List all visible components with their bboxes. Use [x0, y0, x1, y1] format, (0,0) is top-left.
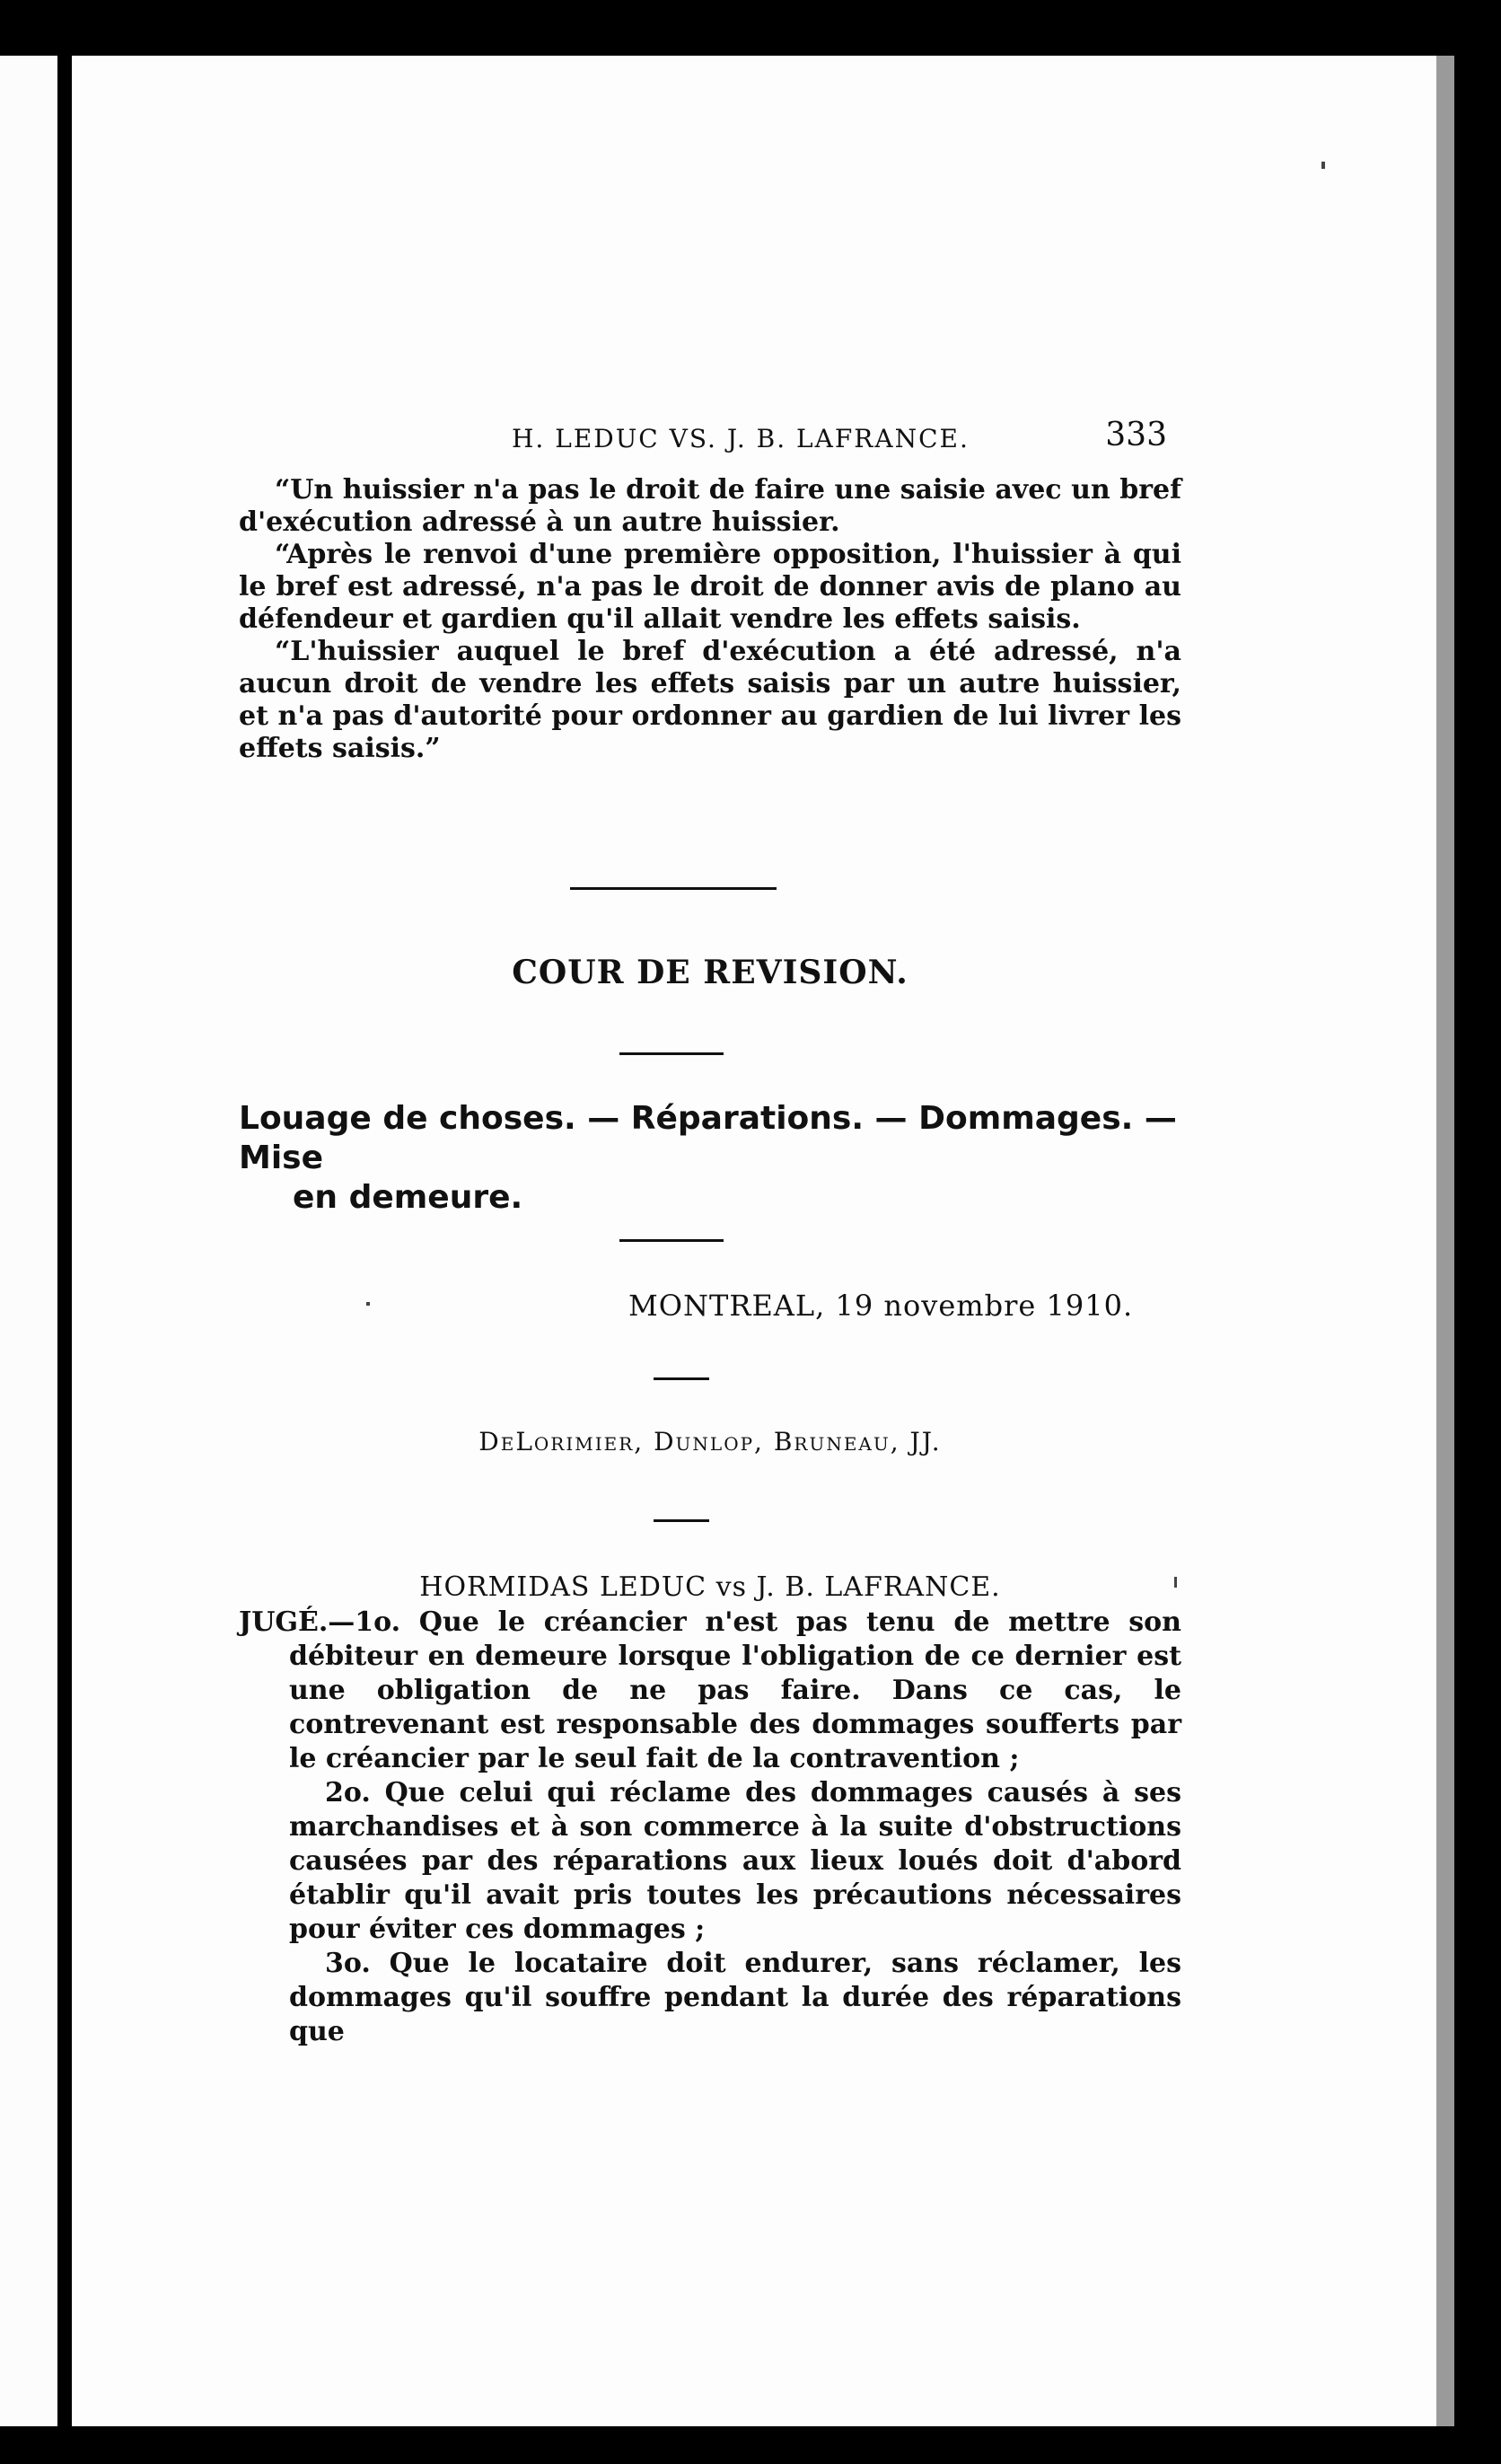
opening-paragraphs: [239, 474, 1181, 765]
paragraph: “L'huissier auquel le bref d'exécution a été adressé, n'a aucun droit de vendre les effets saisis par un autre huissier, et n'a pas d'autorité pour ordonner au gardien de lui livrer les effets saisis.”: [239, 636, 1181, 764]
holding-item-2: 2o. Que celui qui réclame des dommages causés à ses marchandises et à son commerce à la suite d'obstructions causées par des réparations aux lieux loués doit d'abord établir qu'il avait pris toutes les précautions nécessaires pour éviter ces dommages ;: [289, 1777, 1181, 1945]
paper-speck: [1321, 162, 1325, 169]
section-divider: [619, 1239, 724, 1242]
holding-block: [239, 1606, 1181, 2049]
running-head: [431, 413, 1167, 467]
place-date: MONTREAL, 19 novembre 1910.: [628, 1289, 1134, 1323]
judges-line: [239, 1427, 1181, 1456]
left-page-gutter: [57, 56, 66, 2426]
holding-item-1: JUGÉ.—1o. Que le créancier n'est pas tenu de mettre son débiteur en demeure lorsque l'obligation de ce dernier est une obligation de ne pas faire. Dans ce cas, le contrevenant est responsable des dommages soufferts par le créancier par le seul fait de la contravention ;: [239, 1606, 1181, 1774]
judges-names: DeLorimier, Dunlop, Bruneau, JJ.: [478, 1427, 942, 1456]
court-heading: COUR DE REVISION.: [512, 954, 908, 991]
left-page-edge: [0, 56, 57, 2426]
section-divider: [654, 1519, 709, 1522]
subject-heading: [239, 1099, 1181, 1218]
holding-item-3: 3o. Que le locataire doit endurer, sans réclamer, les dommages qu'il souffre pendant la durée des réparations que: [289, 1948, 1181, 2047]
running-head-title: H. LEDUC VS. J. B. LAFRANCE.: [512, 424, 970, 453]
case-parties: HORMIDAS LEDUC vs J. B. LAFRANCE.: [419, 1571, 1001, 1603]
page-number: 333: [1105, 417, 1167, 453]
subject-line-2: en demeure.: [293, 1179, 523, 1216]
paper-speck: [1174, 1577, 1177, 1588]
section-divider: [619, 1052, 724, 1055]
paper-speck: [366, 1302, 370, 1306]
section-divider: [570, 887, 777, 890]
book-page: [72, 56, 1454, 2426]
paragraph: “Après le renvoi d'une première opposition, l'huissier à qui le bref est adressé, n'a pas le droit de donner avis de plano au défendeur et gardien qu'il allait vendre les effets saisis.: [239, 539, 1181, 635]
subject-line-1: Louage de choses. — Réparations. — Dommages. — Mise: [239, 1100, 1177, 1176]
section-divider: [654, 1377, 709, 1380]
paragraph: “Un huissier n'a pas le droit de faire une saisie avec un bref d'exécution adressé à un autre huissier.: [239, 474, 1181, 538]
